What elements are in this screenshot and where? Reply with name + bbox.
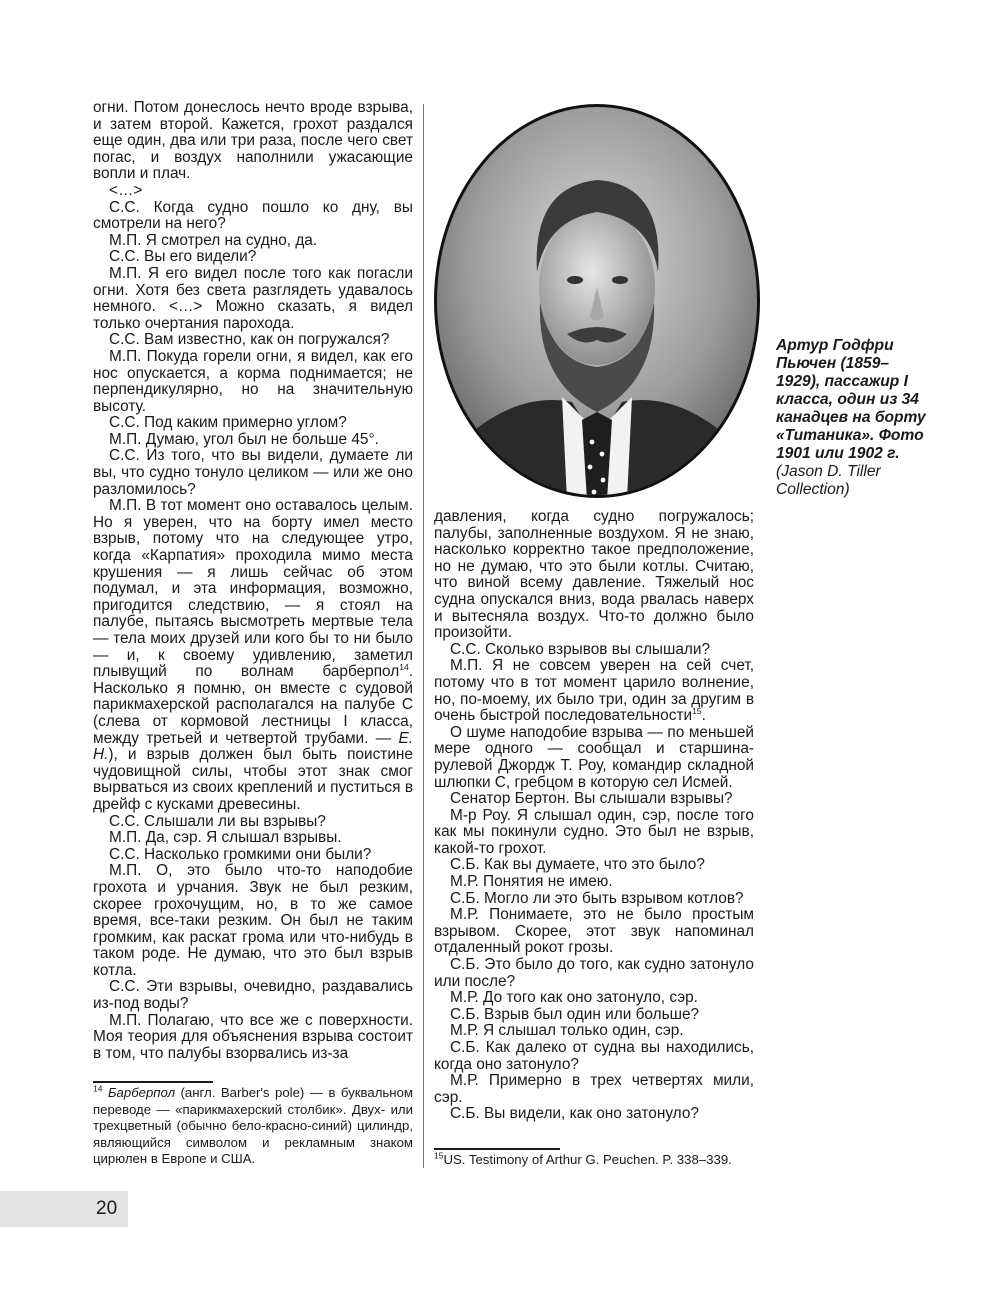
footnote-rule bbox=[93, 1081, 213, 1083]
paragraph: С.С. Эти взрывы, очевидно, раздавались из-под воды? bbox=[93, 978, 413, 1013]
caption-text: Артур Годфри Пьючен (1859–1929), пассажир I класса, один из 34 канадцев на борту «Титаника». Фото 1901 или 1902 г. bbox=[776, 337, 926, 462]
paragraph: Сенатор Бертон. Вы слышали взрывы? bbox=[450, 790, 733, 808]
caption-source: (Jason D. Tiller Collection) bbox=[776, 463, 881, 498]
footnote-text: (англ. Barber's pole) — в буквальном переводе — «парикмахерский столбик». Двух- или трехцветный (обычно бело-красно-синий) цилиндр, являющийся символом и рекламным знаком цирюлен в Европе и США. bbox=[93, 1085, 413, 1167]
paragraph: М.П. Я смотрел на судно, да. bbox=[109, 231, 318, 249]
paragraph-with-footnote: М.П. В тот момент оно оставалось целым. Но я уверен, что на борту имел место взрыв, потому что на следующее утро, когда «Карпатия» проходила мимо места крушения — я лишь сейчас об этом подумал, и эта информация, возможно, пригодится следствию, — я стоял на палубе, пытаясь высмотреть мертвые тела — тела моих друзей или кого бы то ни было — и, к своему удивлению, заметил плывущий по волнам барберпол$^{14}$. Насколько я помню, он вместе с судовой парикмахерской располагался на палубе С (слева от кормовой лестницы I класса, между третьей и четвертой трубами. — Е. Н.), и взрыв должен был быть поистине чудовищной силы, чтобы этот знак смог вырваться из своих креплений и пуститься в дрейф с кусками древесины. bbox=[93, 497, 413, 813]
paragraph: О шуме наподобие взрыва — по меньшей мере одного — сообщал и старшина-рулевой Джордж Т. Роу, командир складной шлюпки С, гребцом в которую сел Исмей. bbox=[434, 723, 754, 791]
paragraph: М-р Роу. Я слышал один, сэр, после того как мы покинули судно. Это был не взрыв, какой-то грохот. bbox=[434, 806, 754, 857]
portrait-photo bbox=[432, 102, 762, 500]
paragraph: давления, когда судно погружалось; палубы, заполненные воздухом. Я не знаю, насколько корректно такое предположение, но не думаю, что это были котлы. Считаю, что виной всему давление. Тяжелый нос судна опускался вниз, вода рвалась наверх и вытесняла воздух. Что-то должно было произойти. bbox=[434, 508, 754, 642]
paragraph: С.С. Когда судно пошло ко дну, вы смотрели на него? bbox=[93, 198, 413, 233]
paragraph: С.С. Сколько взрывов вы слышали? bbox=[450, 640, 711, 658]
footnote-number: 15 bbox=[434, 1150, 444, 1161]
footnote-ref: 15 bbox=[692, 706, 702, 716]
paragraph: М.П. Думаю, угол был не больше 45°. bbox=[109, 430, 379, 448]
paragraph: М.П. Покуда горели огни, я видел, как его нос опускается, а корма поднимается; не перпендикулярно, но на значительную высоту. bbox=[93, 347, 413, 415]
paragraph: С.С. Под каким примерно углом? bbox=[109, 414, 347, 432]
left-column bbox=[93, 100, 413, 1062]
paragraph: М.П. Я его видел после того как погасли огни. Хотя без света разглядеть удавалось немного. <…> Можно сказать, я видел только очертания парохода. bbox=[93, 264, 413, 332]
footnote-15 bbox=[434, 1152, 764, 1169]
paragraph: С.Б. Как далеко от судна вы находились, когда оно затонуло? bbox=[434, 1039, 754, 1073]
photo-caption bbox=[776, 337, 926, 499]
footnote-term: Барберпол bbox=[107, 1085, 176, 1100]
paragraph: С.С. Из того, что вы видели, думаете ли вы, что судно тонуло целиком — или же оно разломилось? bbox=[93, 447, 413, 498]
paragraph: С.Б. Как вы думаете, что это было? bbox=[450, 856, 705, 874]
paragraph: С.С. Слышали ли вы взрывы? bbox=[109, 812, 326, 830]
paragraph: С.Б. Взрыв был один или больше? bbox=[450, 1005, 700, 1023]
footnote-ref: 14 bbox=[399, 662, 409, 673]
paragraph: С.Б. Вы видели, как оно затонуло? bbox=[450, 1105, 699, 1123]
paragraph: М.Р. Примерно в трех четвертях мили, сэр. bbox=[434, 1072, 754, 1106]
column-divider bbox=[423, 104, 424, 1168]
paragraph: М.П. Да, сэр. Я слышал взрывы. bbox=[109, 829, 342, 847]
paragraph: М.Р. Понимаете, это не было простым взрывом. Скорее, этот звук напоминал отдаленный рокот грозы. bbox=[434, 906, 754, 957]
paragraph: М.Р. Понятия не имею. bbox=[450, 873, 613, 891]
paragraph: С.С. Насколько громкими они были? bbox=[109, 845, 372, 863]
right-column bbox=[434, 509, 754, 1123]
paragraph: огни. Потом донеслось нечто вроде взрыва, и затем второй. Кажется, грохот раздался еще один, два или три раза, после чего свет погас, и воздух наполнили ужасающие вопли и плач. bbox=[93, 99, 413, 183]
paragraph: М.П. О, это было что-то наподобие грохота и урчания. Звук не был резким, скорее грохочущим, но, в то же самое время, все-таки резким. Он был не таким громким, как раскат грома или что-нибудь в таком роде. Не думаю, что это был взрыв котла. bbox=[93, 862, 413, 979]
editor-initials: Е. Н. bbox=[93, 729, 413, 764]
paragraph: М.П. Полагаю, что все же с поверхности. Моя теория для объяснения взрыва состоит в том, что палубы взорвались из-за bbox=[93, 1011, 413, 1062]
paragraph: С.С. Вам известно, как он погружался? bbox=[109, 331, 390, 349]
footnote-14 bbox=[93, 1085, 413, 1168]
footnote-number: 14 bbox=[93, 1083, 103, 1094]
page-number: 20 bbox=[96, 1198, 118, 1219]
paragraph: С.Б. Это было до того, как судно затонуло или после? bbox=[434, 956, 754, 990]
paragraph: С.Б. Могло ли это быть взрывом котлов? bbox=[450, 889, 744, 907]
footnote-rule bbox=[434, 1148, 560, 1150]
footnote-text: US. Testimony of Arthur G. Peuchen. P. 338–339. bbox=[443, 1152, 732, 1167]
paragraph: М.Р. До того как оно затонуло, сэр. bbox=[450, 989, 698, 1007]
paragraph: <…> bbox=[109, 181, 143, 199]
paragraph: С.С. Вы его видели? bbox=[109, 248, 257, 266]
paragraph: М.Р. Я слышал только один, сэр. bbox=[450, 1022, 684, 1040]
paragraph-with-footnote: М.П. Я не совсем уверен на сей счет, потому что в тот момент царило волнение, но, по-моему, их было три, один за другим в очень быстрой последовательности$^{15}$. bbox=[434, 657, 754, 725]
